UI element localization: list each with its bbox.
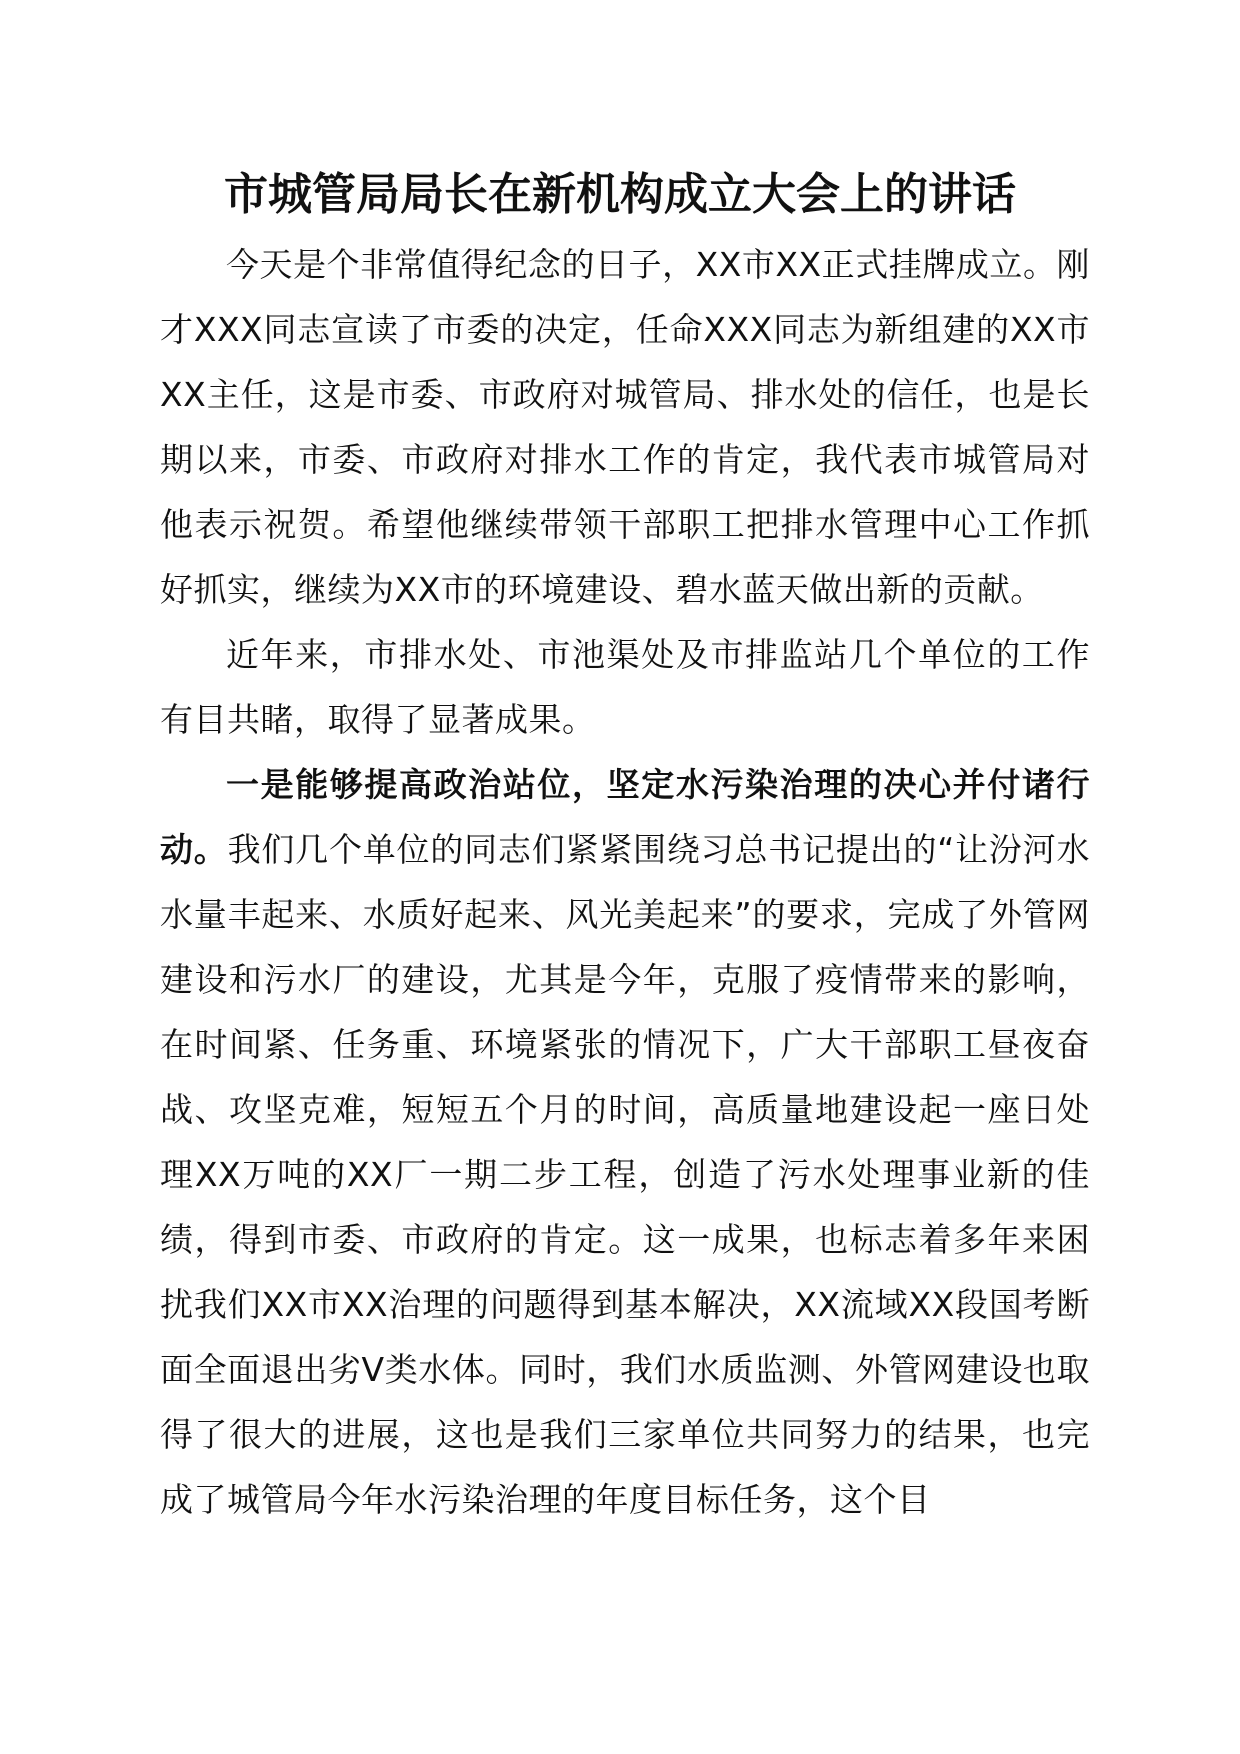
paragraph-3-lead: 一是能够提高政治站位，坚定水污染治理的决心并付诸行动。: [160, 765, 1090, 869]
document-body: [160, 232, 1090, 1532]
document-title: 市城管局局长在新机构成立大会上的讲话: [224, 169, 1016, 220]
paragraph-1-text: 今天是个非常值得纪念的日子，XX市XX正式挂牌成立。刚才XXX同志宣读了市委的决定，任命XXX同志为新组建的XX市XX主任，这是市委、市政府对城管局、排水处的信任，也是长期以来，市委、市政府对排水工作的肯定，我代表市城管局对他表示祝贺。希望他继续带领干部职工把排水管理中心工作抓好抓实，继续为XX市的环境建设、碧水蓝天做出新的贡献。: [160, 245, 1090, 609]
paragraph-2: [160, 622, 1090, 752]
paragraph-3-text: 我们几个单位的同志们紧紧围绕习总书记提出的“让汾河水水量丰起来、水质好起来、风光美起来”的要求，完成了外管网建设和污水厂的建设，尤其是今年，克服了疫情带来的影响，在时间紧、任务重、环境紧张的情况下，广大干部职工昼夜奋战、攻坚克难，短短五个月的时间，高质量地建设起一座日处理XX万吨的XX厂一期二步工程，创造了污水处理事业新的佳绩，得到市委、市政府的肯定。这一成果，也标志着多年来困扰我们XX市XX治理的问题得到基本解决，XX流域XX段国考断面全面退出劣Ⅴ类水体。同时，我们水质监测、外管网建设也取得了很大的进展，这也是我们三家单位共同努力的结果，也完成了城管局今年水污染治理的年度目标任务，这个目: [160, 830, 1090, 1519]
paragraph-2-text: 近年来，市排水处、市池渠处及市排监站几个单位的工作有目共睹，取得了显著成果。: [160, 635, 1090, 739]
paragraph-1: [160, 232, 1090, 622]
paragraph-3: [160, 752, 1090, 1532]
